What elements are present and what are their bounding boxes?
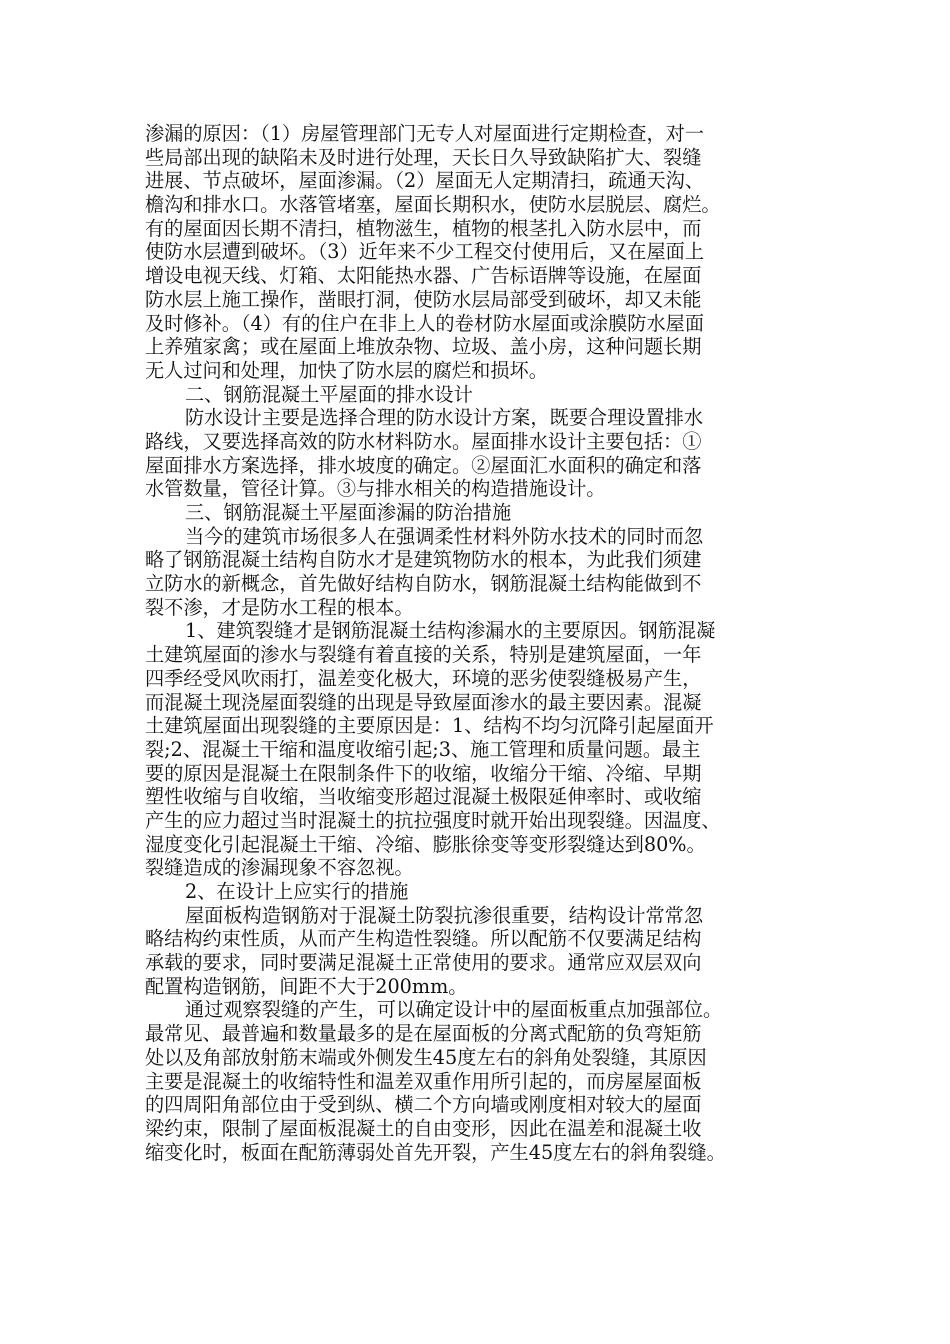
text-line: 防水设计主要是选择合理的防水设计方案，既要合理设置排水 — [185, 406, 704, 430]
text-line: 处以及角部放射筋末端或外侧发生45度左右的斜角处裂缝，其原因 — [145, 1045, 707, 1069]
text-line: 配置构造钢筋，间距不大于200mm。 — [145, 974, 468, 998]
text-line: 塑性收缩与自收缩，当收缩变形超过混凝土极限延伸率时、或收缩 — [145, 785, 702, 809]
text-line: 裂缝造成的渗漏现象不容忽视。 — [145, 856, 414, 880]
text-line: 屋面板构造钢筋对于混凝土防裂抗渗很重要，结构设计常常忽 — [185, 903, 704, 927]
text-line: 二、钢筋混凝土平屋面的排水设计 — [185, 382, 473, 406]
text-line: 上养殖家禽；或在屋面上堆放杂物、垃圾、盖小房，这种问题长期 — [145, 335, 702, 359]
text-line: 主要是混凝土的收缩特性和温差双重作用所引起的，而房屋屋面板 — [145, 1069, 702, 1093]
text-line: 湿度变化引起混凝土干缩、冷缩、膨胀徐变等变形裂缝达到80%。 — [145, 832, 706, 856]
text-line: 些局部出现的缺陷未及时进行处理，天长日久导致缺陷扩大、裂缝 — [145, 145, 702, 169]
text-line: 要的原因是混凝土在限制条件下的收缩，收缩分干缩、冷缩、早期 — [145, 761, 702, 785]
text-line: 水管数量，管径计算。③与排水相关的构造措施设计。 — [145, 477, 606, 501]
text-line: 使防水层遭到破坏。（3）近年来不少工程交付使用后，又在屋面上 — [145, 240, 705, 264]
text-line: 略了钢筋混凝土结构自防水才是建筑物防水的根本，为此我们须建 — [145, 548, 702, 572]
text-line: 路线，又要选择高效的防水材料防水。屋面排水设计主要包括：① — [145, 429, 702, 453]
text-line: 三、钢筋混凝土平屋面渗漏的防治措施 — [185, 501, 512, 524]
text-line: 缩变化时，板面在配筋薄弱处首先开裂，产生45度左右的斜角裂缝。 — [145, 1140, 726, 1164]
text-line: 的四周阳角部位由于受到纵、横二个方向墙或刚度相对较大的屋面 — [145, 1093, 702, 1117]
text-line: 梁约束，限制了屋面板混凝土的自由变形，因此在温差和混凝土收 — [145, 1116, 702, 1140]
text-line: 立防水的新概念，首先做好结构自防水，钢筋混凝土结构能做到不 — [145, 572, 702, 596]
text-line: 渗漏的原因：（1）房屋管理部门无专人对屋面进行定期检查，对一 — [145, 122, 705, 145]
text-line: 檐沟和排水口。水落管堵塞，屋面长期积水，使防水层脱层、腐烂。 — [145, 193, 721, 217]
text-line: 2、在设计上应实行的措施 — [185, 880, 409, 903]
text-line: 增设电视天线、灯箱、太阳能热水器、广告标语牌等设施，在屋面 — [145, 264, 702, 288]
text-line: 土建筑屋面出现裂缝的主要原因是：1、结构不均匀沉降引起屋面开 — [145, 714, 714, 738]
text-line: 裂不渗，才是防水工程的根本。 — [145, 595, 414, 619]
text-line: 产生的应力超过当时混凝土的抗拉强度时就开始出现裂缝。因温度、 — [145, 808, 721, 832]
text-line: 土建筑屋面的渗水与裂缝有着直接的关系，特别是建筑屋面，一年 — [145, 643, 702, 667]
text-line: 屋面排水方案选择，排水坡度的确定。②屋面汇水面积的确定和落 — [145, 453, 702, 477]
text-line: 无人过问和处理，加快了防水层的腐烂和损坏。 — [145, 358, 548, 382]
text-line: 1、建筑裂缝才是钢筋混凝土结构渗漏水的主要原因。钢筋混凝 — [185, 619, 716, 643]
text-line: 四季经受风吹雨打，温差变化极大，环境的恶劣使裂缝极易产生， — [145, 666, 702, 690]
text-line: 有的屋面因长期不清扫，植物滋生，植物的根茎扎入防水层中，而 — [145, 216, 702, 240]
text-line: 当今的建筑市场很多人在强调柔性材料外防水技术的同时而忽 — [185, 524, 704, 548]
text-line: 裂;2、混凝土干缩和温度收缩引起;3、施工管理和质量问题。最主 — [145, 737, 701, 761]
text-line: 防水层上施工操作，凿眼打洞，使防水层局部受到破坏，却又未能 — [145, 287, 702, 311]
text-line: 而混凝土现浇屋面裂缝的出现是导致屋面渗水的最主要因素。混凝 — [145, 690, 702, 714]
text-line: 进展、节点破坏，屋面渗漏。（2）屋面无人定期清扫，疏通天沟、 — [145, 169, 705, 193]
text-line: 略结构约束性质，从而产生构造性裂缝。所以配筋不仅要满足结构 — [145, 927, 702, 951]
text-line: 通过观察裂缝的产生，可以确定设计中的屋面板重点加强部位。 — [185, 998, 723, 1022]
text-line: 承载的要求，同时要满足混凝土正常使用的要求。通常应双层双向 — [145, 951, 702, 975]
text-line: 及时修补。（4）有的住户在非上人的卷材防水屋面或涂膜防水屋面 — [145, 311, 705, 335]
document-body — [145, 122, 825, 1164]
text-line: 最常见、最普遍和数量最多的是在屋面板的分离式配筋的负弯矩筋 — [145, 1022, 702, 1046]
